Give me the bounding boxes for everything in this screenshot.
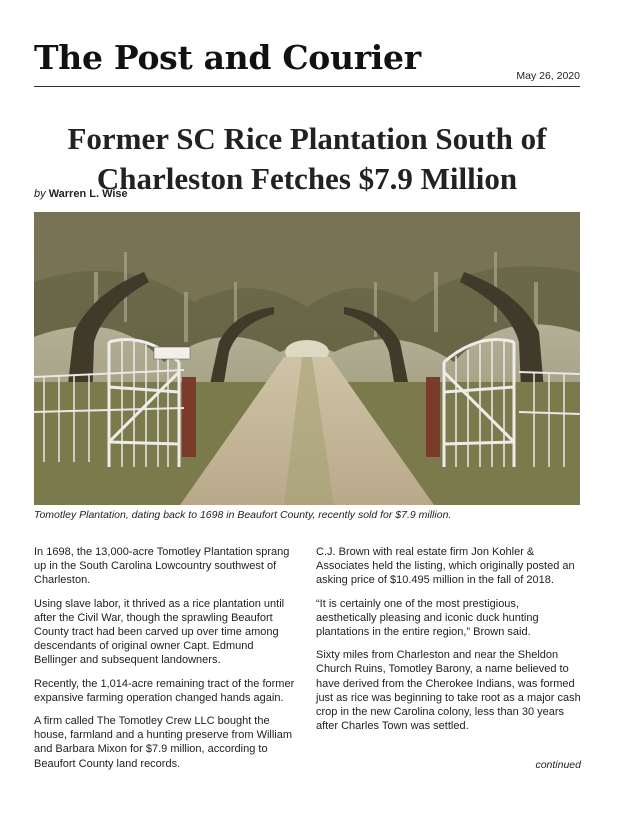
paragraph: In 1698, the 13,000-acre Tomotley Plantation sprang up in the South Carolina Lowcountry southwest of Charleston. (34, 546, 290, 587)
article-column-left (34, 545, 299, 780)
photo-caption: Tomotley Plantation, dating back to 1698 in Beaufort County, recently sold for $7.9 million. (34, 509, 452, 521)
article-column-right (316, 545, 581, 742)
paragraph: C.J. Brown with real estate firm Jon Kohler & Associates held the listing, which originally posted an asking price of $10.495 million in the fall of 2018. (316, 546, 575, 587)
paragraph: A firm called The Tomotley Crew LLC bought the house, farmland and a hunting preserve from William and Barbara Mixon for $7.9 million, according to Beaufort County land records. (34, 715, 293, 770)
byline (34, 188, 128, 200)
headline: Former SC Rice Plantation South of Charleston Fetches $7.9 Million (67, 120, 547, 196)
publication-date: May 26, 2020 (516, 70, 580, 82)
continued-label: continued (535, 759, 581, 771)
byline-prefix: by (34, 188, 46, 200)
plantation-photo-illustration (34, 212, 580, 505)
paragraph: “It is certainly one of the most prestigious, aesthetically pleasing and iconic duck hunting plantations in the entire region,” Brown said. (316, 597, 539, 639)
paragraph: Recently, the 1,014-acre remaining tract of the former expansive farming operation changed hands again. (34, 677, 295, 704)
byline-author: Warren L. Wise (48, 188, 128, 200)
paragraph: Using slave labor, it thrived as a rice plantation until after the Civil War, though the sprawling Beaufort County tract had been carved up over time among descendants of original owner Capt. Edmund Bellinger and subsequent landowners. (34, 597, 285, 667)
masthead: The Post and Courier (34, 38, 421, 77)
masthead-rule (34, 86, 580, 87)
article-photo (34, 212, 580, 505)
paragraph: Sixty miles from Charleston and near the Sheldon Church Ruins, Tomotley Barony, a name believed to have derived from the Cherokee Indians, was formed just as rice was beginning to take root as a major cash crop in the new Carolina colony, less than 30 years after Charles Town was settled. (316, 649, 581, 733)
